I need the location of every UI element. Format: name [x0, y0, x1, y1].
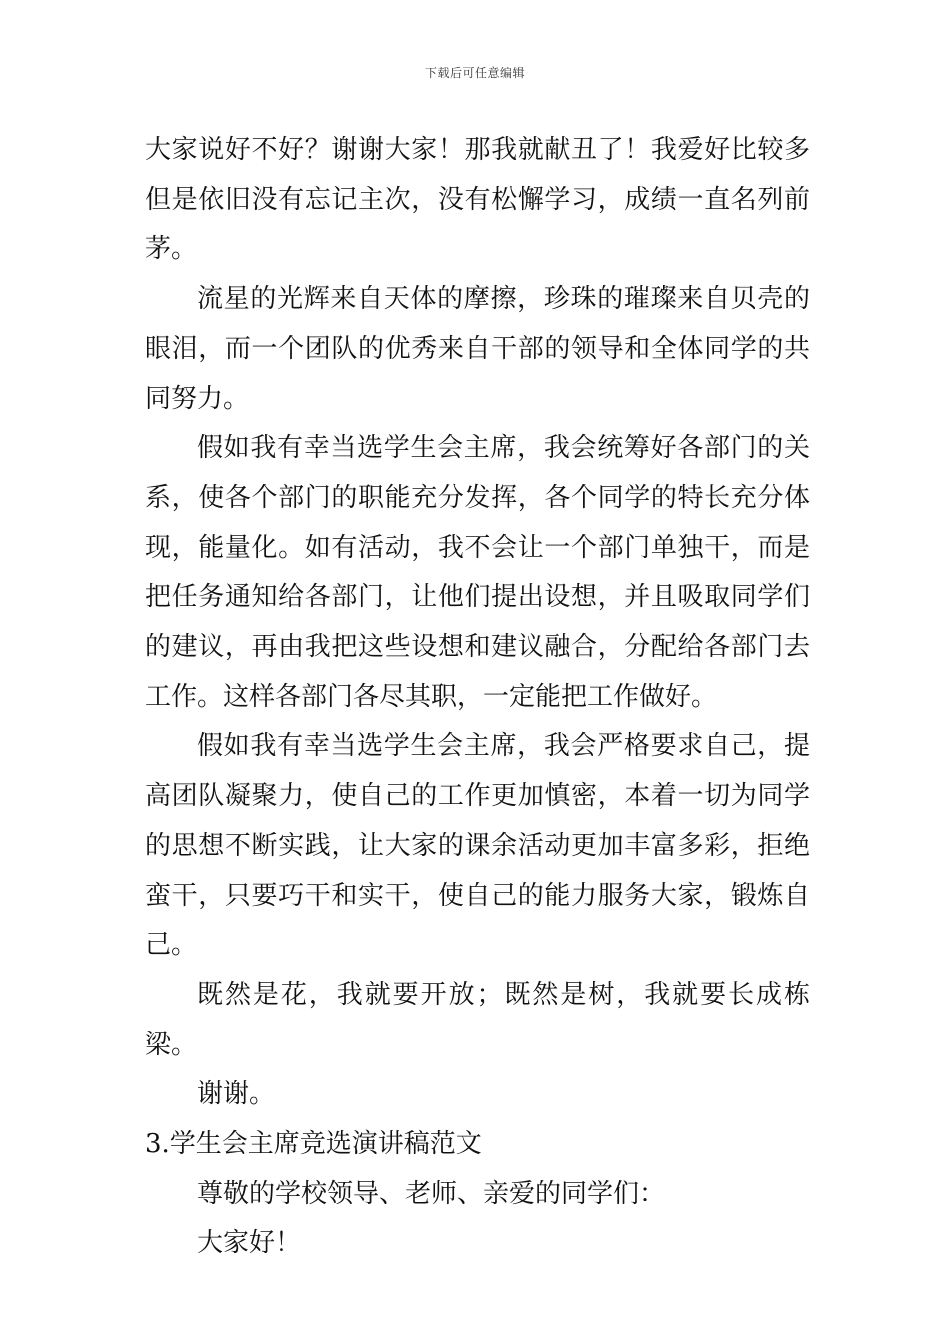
paragraph-flower-tree: 既然是花，我就要开放；既然是树，我就要长成栋梁。	[145, 979, 810, 1060]
paragraph-thanks: 谢谢。	[197, 1079, 276, 1110]
page-header-note: 下载后可任意编辑	[424, 66, 525, 80]
paragraph-meteor: 流星的光辉来自天体的摩擦，珍珠的璀璨来自贝壳的眼泪，而一个团队的优秀来自干部的领导和全体同学的共同努力。	[145, 284, 810, 414]
section-greeting: 尊敬的学校领导、老师、亲爱的同学们：	[197, 1178, 666, 1209]
document-body	[145, 126, 810, 1269]
section-hello: 大家好！	[197, 1228, 302, 1259]
paragraph-discipline: 假如我有幸当选学生会主席，我会严格要求自己，提高团队凝聚力，使自己的工作更加慎密，本着一切为同学的思想不断实践，让大家的课余活动更加丰富多彩，拒绝蛮干，只要巧干和实干，使自己的能力服务大家，锻炼自己。	[145, 731, 810, 961]
paragraph-continuation: 大家说好不好？谢谢大家！那我就献丑了！我爱好比较多但是依旧没有忘记主次，没有松懈学习，成绩一直名列前茅。	[145, 135, 810, 265]
section-heading: 3.学生会主席竞选演讲稿范文	[145, 1129, 482, 1160]
paragraph-coordination: 假如我有幸当选学生会主席，我会统筹好各部门的关系，使各个部门的职能充分发挥，各个同学的特长充分体现，能量化。如有活动，我不会让一个部门单独干，而是把任务通知给各部门，让他们提出设想，并且吸取同学们的建议，再由我把这些设想和建议融合，分配给各部门去工作。这样各部门各尽其职，一定能把工作做好。	[145, 433, 810, 712]
